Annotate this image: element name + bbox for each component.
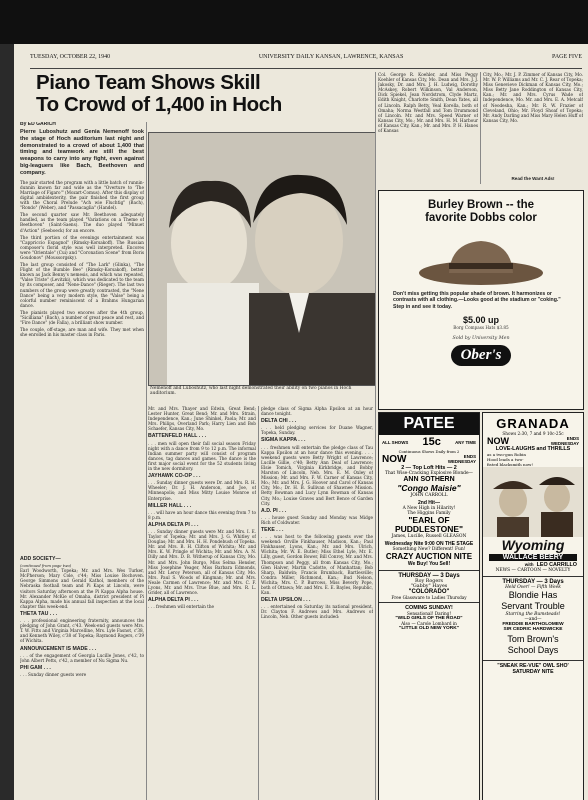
section-heading: BATTENFELD HALL . . . [148, 433, 207, 440]
society-column-right [261, 406, 373, 800]
article-paragraph: The last group consisted of "The Lark" (Glinka), "The Flight of the Bumble Bee" (Rimsky-Korsakoff), better known as Jack Benny's nemesis, and which was repeated, "Valse Triste" (Levitzki), which was dedicated to the team by its composer, and "Nene-Dance" (Rieger). The last two numbers of the group were greatly contrasted, the "Nene Dance" being a very modern style, the "Valse" being a colorful number reminiscent of a Brahms Hungarian dance. [20, 262, 144, 308]
newspaper-page [14, 44, 588, 800]
section-heading: DELTA CHI . . . [261, 418, 297, 425]
header-page-number: PAGE FIVE [552, 54, 582, 60]
section-heading: MILLER HALL . . . [148, 502, 192, 509]
granada-costar: LEO CARRILLO [536, 562, 577, 568]
patee-free: Free Glassware to Ladies Thursday [391, 595, 467, 600]
hat-icon [379, 229, 583, 291]
section-heading: JAYHAWK CO-OP . . . [148, 473, 201, 480]
society-paragraph: . . . will have an hour dance this evening from 7 to 8 p.m. [148, 509, 256, 520]
granada-now: NOW [487, 436, 509, 446]
society-column-middle [148, 406, 256, 800]
cowboy-illustration [483, 467, 583, 537]
granada-starring: Starring the Bumsteads! [505, 612, 561, 617]
column-rule [146, 122, 147, 800]
section-heading: ALPHA DELTA PI . . . [148, 597, 199, 604]
patee-costar: JOHN CARROLL [410, 493, 448, 498]
obers-logo: Ober's [451, 345, 512, 366]
patee-theatre-ad [378, 412, 480, 800]
patee-new-high: A New High in Hilarity! [402, 506, 456, 511]
patee-colorado: "COLORADO" [408, 589, 450, 595]
patee-any-time: ANY TIME [455, 439, 476, 445]
article-byline: By ED GARICH [20, 122, 56, 127]
article-paragraph: The second quarter saw Mr. Beethoven adequately handled, as the team played "Variations on a Theme of Beethoven" (Saint-Saens). The duo played "Minuet d'Action" (Seeboeck) for an encore. [20, 212, 144, 233]
patee-roy: Roy Rogers [415, 579, 443, 584]
patee-ends: ENDS WEDNESDAY [447, 454, 476, 464]
granada-sneak: "SNEAK RE-VUE" OWL SHO' SATURDAY NITE [483, 660, 583, 675]
section-heading: TEKE . . . [261, 526, 284, 533]
society-paragraph: . . . Sunday dinner guests were [20, 671, 87, 677]
header-date: TUESDAY, OCTOBER 22, 1940 [30, 54, 111, 60]
society-paragraph: . . . men will open their fall social season Friday night with a dance from 9 to 12 p.m. The informal Indian summer party will consist of program dances, tag dances and games. The dance is the first major social event for the 52 students living in the new dormitory. [148, 440, 256, 472]
section-heading: DELTA UPSILON . . . [261, 597, 311, 604]
patee-second-hit: 2nd Hit— [418, 500, 440, 506]
headline-line-1: Piano Team Shows Skill [36, 71, 261, 94]
patee-crazy: CRAZY AUCTION NITE [385, 552, 473, 561]
granada-name: GRANADA [496, 416, 570, 431]
page-header [30, 54, 582, 69]
granada-holdover: Held Over! — Fifth Week [505, 585, 561, 590]
granada-thursday: THURSDAY — 3 Days [483, 576, 583, 585]
patee-continuous: Continuous Shows Daily from 2 [398, 449, 460, 454]
granada-film-3-line-1: Tom Brown's [507, 634, 559, 644]
society-paragraph: . . . freshmen will entertain the pledge class of Tau Kappa Epsilon at an hour dance this evening. . . . weekend guests were Betty Wright of Lawrence; Lucille Gillie, c'40; Betty Ann Deal of Lawrence; Elsie Tomich, Virginia Kirkbridge, and Bobby Marston of Lincoln, Neb. Mrs. E. M. Oxley of Mission; Mr. and Mrs. F. W. Carner of Kansas City, Mo.; Mr. and Mrs. J. G. Hoover and Carol of Kansas City, Mo.; Dr. H. B. Sullivan of Shawnee Mission. Betty Bowman and Lucy Lynn Bowman of Kansas City, Mo.; Louise Graves and Bert Bence of Garden City. [261, 444, 373, 506]
section-heading: ANNOUNCEMENT IS MADE . . . [20, 645, 97, 652]
patee-we-buy: We Buy! You Sell! [407, 561, 451, 567]
granada-film-3-line-2: School Days [507, 645, 559, 655]
ad-price: $5.00 up [462, 315, 500, 326]
granada-and: —and— [524, 617, 542, 622]
article-paragraph: The pair started the program with a little batch of runnin-dunnin known far and wide as the "Overture to 'The Marriage of Figaro'" (Mozart-Comus). After this display of digital ambidexterity, the pair finished the first group with the Choral Prelude "Ach wie Fluchtig" (Bach), "Rondo" (Weber), and "Passacaglia" (Handel). [20, 179, 144, 211]
society-paragraph: . . . freshmen will entertain the [148, 604, 215, 610]
scan-border-left [0, 44, 14, 800]
patee-also: Also — Carole Lombard in [401, 621, 457, 626]
granada-shows: Shows 2:30, 7 and 9 10c-25c [502, 431, 564, 436]
patee-wild: "WILD GIRLS OF THE ROAD" [395, 616, 463, 621]
granada-ends: ENDS WEDNESDAY [550, 436, 579, 446]
patee-all-shows: ALL SHOWS [382, 439, 409, 445]
granada-with: with [524, 562, 534, 567]
article-paragraph: The couple, off-stage, are man and wife. They met when she enrolled in his master class in Paris. [20, 327, 144, 338]
patee-star: ANN SOTHERN [403, 476, 455, 483]
article-headline [36, 72, 362, 116]
headline-line-2: To Crowd of 1,400 in Hoch [36, 93, 282, 116]
society-paragraph: . . . held pledging services for Duane Wagner, Topeka, Sunday. [261, 425, 373, 436]
patee-wed-nite: Wednesday Nite 9:00 ON THE STAGE [384, 541, 474, 547]
column-rule [375, 72, 376, 800]
patee-hits: 2 — Top Loft Hits — 2 [401, 465, 457, 471]
granada-sir-cedric: SIR CEDRIC HARDWICKE [503, 627, 563, 632]
patee-something: Something New? Different! Fun! [392, 547, 466, 552]
patee-family: The Higgins Family [407, 511, 451, 516]
society-paragraph: . . . house guest Sunday and Monday was Midge Rich of Coldwater. [261, 514, 373, 525]
granada-news: NEWS — CARTOON — NOVELTY [495, 568, 571, 573]
patee-sensational: Sensational! Daring! [406, 611, 452, 616]
society-column [20, 554, 144, 800]
ad-title-line-2: favorite Dobbs color [425, 212, 537, 224]
society-paragraph: . . . professional engineering fraternity, announces the pledging of John Grant, c'43. Week-end guests were Mrs. T. W. Fitts and Virginia Marcelline, Mrs. Lyle Fasnot, c'38, and Kenneth Wiley, c'38 of Topeka; Raymond Rogers, c'39 of Wichita. [20, 618, 144, 644]
society-paragraph: . . . of the engagement of Georgia Lucille Jones, c'42, to John Albert Petts, c'42, a member of Nu Sigma Nu. [20, 652, 144, 663]
photo-caption: Nemenoff and Luboshutz, who last night demonstrated their ability on two pianos in Hoch auditorium. [150, 386, 352, 397]
want-ads-note: Read the Want Ads! [511, 176, 555, 181]
granada-theatre-ad [482, 412, 584, 800]
article-lead: Pierre Luboshutz and Genia Nemenoff took the stage of Hoch auditorium last night and demonstrated to a crowd of about 1,400 that timing and teamwork are still the best weapons to carry into any fight, even against big-leaguers like Bach, Beethoven and company. [20, 129, 144, 176]
section-heading: PHI GAM . . . [20, 664, 51, 671]
continued-note: (continued from page two) [20, 563, 72, 569]
ad-title-line-1: Burley Brown -- the [427, 199, 535, 211]
granada-film-2-line-1: Blondie Has [508, 590, 558, 600]
ad-sold-by: Sold by University Men [452, 336, 510, 342]
patee-tagline: That Wise-Cracking Explosive Blonde— [385, 471, 473, 476]
ad-price-secondary: Borg Compass Hats $3.85 [453, 325, 509, 331]
section-heading: ADD SOCIETY— [20, 556, 61, 562]
column-rule [480, 72, 481, 184]
society-paragraph: . . . was host to the following guests over the weekend: Orville Finkhauser, Madison, Kan.; Paul Finkhauser, Lyons, Kan.; Mr. and Mrs. Ulrich, Wichita; Mr. W. E. Butler; Miss Ethel Lyle, Mr. E. Lilly, guest, Gordon Bower, Bill Conroy, Mr. and Mrs. Thompson and Peggy, all from Kansas City, Mo.; Glen Halver, Martin Cadotte, of Manhattan; Bob Sharp, Baldwin; Francis Brumback, Bartlesville; Condra Miller, Richmond, Kan.; Bud Nelson, Wichita; Mrs. C. P. Burrows, Miss Beverly Pope, both of Ottawa; Mr. and Mrs. E. E. Bayles, Republic, Kan. [261, 534, 373, 596]
granada-star: WALLACE BEERY [489, 554, 577, 561]
patee-now: NOW [382, 454, 407, 465]
scan-border-top [0, 0, 588, 44]
granada-tagline-2: as a two-gun Robin Hood leads a two-fisted blacksmith now! [487, 452, 534, 467]
patee-name: PATEE [379, 413, 479, 435]
patee-thursday: THURSDAY — 3 Days [379, 570, 479, 579]
patee-film-2: "EARL OF PUDDLESTONE" [394, 515, 464, 534]
article-paragraph: The third portion of the evenings entertainment was "Cappriccio Espagnol" (Rimsky-Korsakoff). The Russian composer's florid style was well interpreted. Encores were "Orientale" (Cui) and "Coronation Scene" from Boris Goudonov" (Moussorgsky). [20, 234, 144, 260]
patee-price: 15c [422, 436, 441, 448]
ad-body: Don't miss getting this popular shade of brown. It harmonizes or contrasts with all clothing.—Looks good at the stadium or "coking." Step in and see it today. [393, 291, 561, 310]
article-paragraph: The pianists played two encores after the 4th group, "Sicilliana" (Bach), a number of great peace and rest, and "Fire Dance" (de Falla), a brilliant show number. [20, 309, 144, 326]
section-heading: SIGMA KAPPA . . . [261, 437, 306, 444]
granada-tagline: LOVE-LAUGHS and THRILLS [495, 446, 571, 452]
section-heading: ALPHA DELTA PI . . . [148, 521, 199, 528]
society-column-top-b: City, Mo.; Mr. J. P. Zimmer of Kansas City, Mo. Mr. W. P. Williams and Mr. C. J. Rear of Topeka; Miss Genevieve Dickman of Kansas City, Mo.; Miss Betty Jane Roddington of Kansas City, Kan.; Mr. and Mrs. Cyrus Wade of Independence, Mo. Mr. and Mrs. E. A. Metcalf of Neodesha, Kan.; Mr. R. W. Frazier of Cleveland, Ohio; Mr. Floyd Shoaf of Topeka; Mr. Andy Darling and Miss Mary Helen Huff of Kansas City, Mo. [483, 72, 583, 123]
society-paragraph: Mr. and Mrs. Thayer and Edwin, Great Bend; Lester Hunter, Great Bend; Mr. and Mrs. Strain, Independence, Kan.; June Shinkel, Paola; Mr. and Mrs. Philips, Overland Park; Harry Lien and Bob Schaefer, Kansas City, Mo. [148, 406, 256, 432]
patee-gabby: "Gabby" Hayes [410, 584, 448, 589]
header-masthead: UNIVERSITY DAILY KANSAN, LAWRENCE, KANSAS [258, 54, 404, 60]
burley-brown-ad [378, 190, 584, 410]
pianists-photo [148, 132, 376, 386]
patee-cast-2: James, Lucille, Russell GLEASON [391, 534, 467, 539]
society-paragraph: Earl Woodworth, Topeka; Mr. and Mrs. Wes Turker, McPherson; Mary Cole, c'44; Miss Louise Bochoven. George Simmons and Gerald Kathol, members of the Nebraska football team and Pi Kaps at Lincoln, were visitors Saturday afternoon at the Pi Kappa Alpha house. Mr. Alexander McKie of Omaha, district president of Pi Kappa Alpha, made his annual fall inspection at the local chapter this week-end. [20, 568, 144, 609]
granada-film: Wyoming [501, 537, 565, 553]
granada-film-2-line-2: Servant Trouble [501, 601, 565, 611]
column-rule [258, 406, 259, 800]
society-paragraph: pledge class of Sigma Alpha Epsilon at an hour dance tonight. [261, 406, 373, 417]
patee-coming: COMING SUNDAY! [379, 602, 479, 611]
society-paragraph: . . . Sunday dinner guests were Mr. and Mrs. I. E. Taylor of Topeka; Mr. and Mrs. J. G. Whitley of Douglas; Mr. and Mrs. H. H. Pondebush of Topeka. Mr. and Mrs. B. H. Clifton of Wichita; Mr. and Mrs. K. W. Pringle of Wichita; Mr. and Mrs. A. N. Dilly and Mrs. D. B. Witherup of Kansas City, Mo. Mr. and Mrs. John Burgo, Miss Selma Hensler, Miss Josephine Yeager, Miss Barbara Edmonds, and Mr. Leroy Peterson, all of Kansas City, Mo. Mrs. Paul S. Woods of Kingman; Mr. and Mrs. Neale Carmen of Lawrence; Mr. and Mrs. C. F. Lyons, Mr. and Mrs. True Blue, and Mrs. R. L. Grider, all of Lawrence. [148, 528, 256, 596]
patee-little: "LITTLE OLD NEW YORK" [399, 626, 459, 631]
section-heading: THETA TAU . . . [20, 610, 58, 617]
patee-film-1: "Congo Maisie" [397, 483, 461, 493]
society-column-top-a: Col. George R. Koehler, and Miss Peggy Koehler of Kansas City, Mo. Dean and Mrs. J. J. Jakosky, Dr. and Mrs. J. H. Ludwig, Dorothy McAskey, Robert Wilkinson, Val Anderson, Dick Spiekel, Jean Nordstrom, Clyde Martz, Edith Knight, Charlotte Smith, Dean Yates, all of Lincoln. Ralph Betty, Veal Korella, both of Omaha; Norma Westfall and Tom Drummond of Lincoln. Mr. and Mrs. Speed Warner of Kansas City, Mo.; Mr. and Mrs. H. M. Harbour of Kansas City, Kan.; Mr. and Mrs. P. H. Hanes of Kansas [378, 72, 478, 134]
granada-freddie: FREDDIE BARTHOLOMEW [502, 622, 564, 627]
section-heading: A.D. PI . . . [261, 507, 287, 514]
society-paragraph: . . . entertained on Saturday its national president, Dr. Clayton F. Andrews and Mrs. Andrews of Lincoln, Neb. Other guests included: [261, 604, 373, 620]
article-column [20, 122, 144, 552]
society-paragraph: . . . Sunday dinner guests were Dr. and Mrs. R. H. Wheeler; Dr. J. H. Anderson, and Joe, of Minneapolis; and Miss Mitty Louise Monroe of Enterprise. [148, 480, 256, 501]
photo-illustration [149, 133, 375, 385]
